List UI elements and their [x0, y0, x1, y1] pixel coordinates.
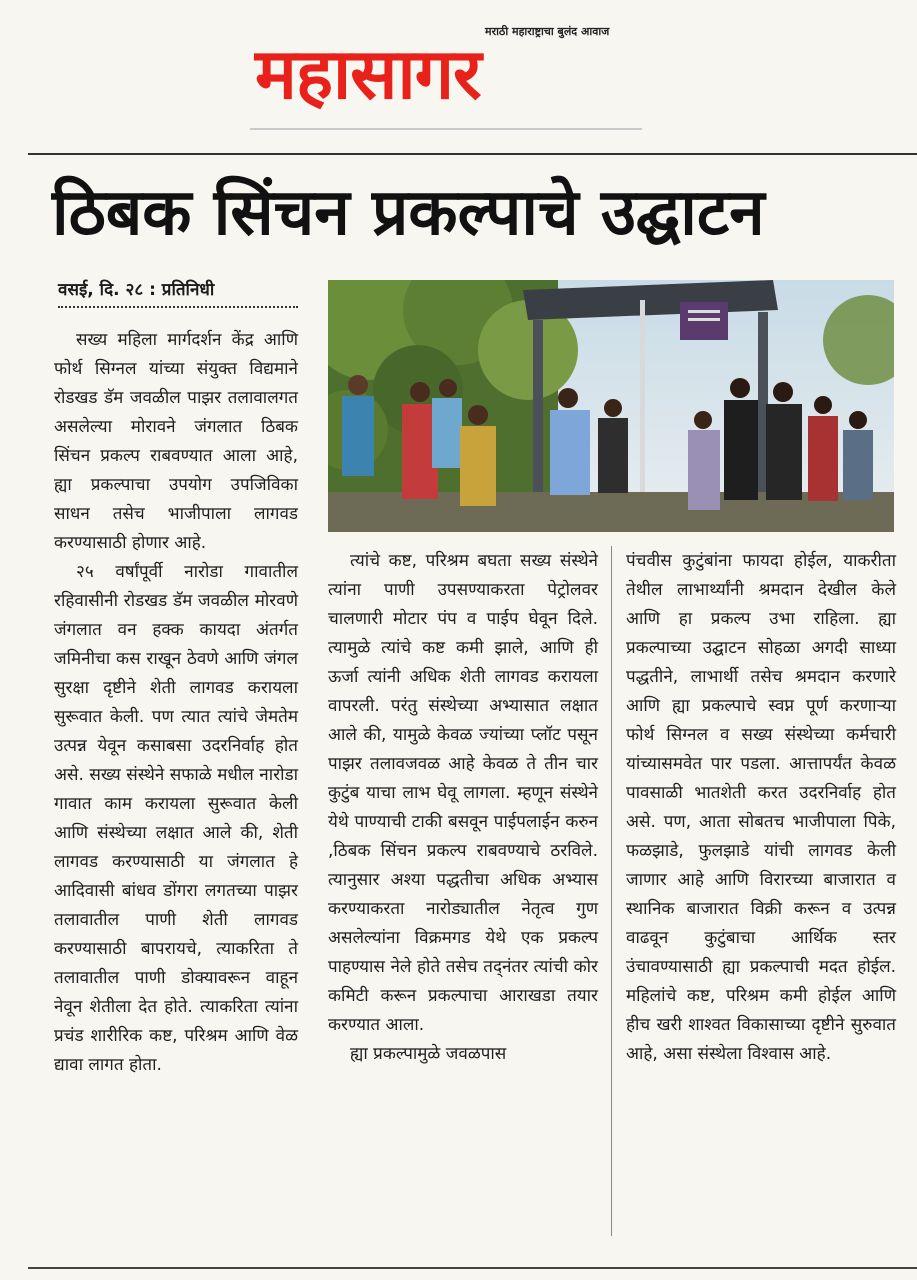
photo-illustration [328, 280, 894, 532]
article-column-3 [626, 547, 896, 1069]
column-1-paragraph-2: २५ वर्षांपूर्वी नारोडा गावातील रहिवासीनी रोडखड डॅम जवळील मोरवणे जंगलात वन हक्क कायदा अंतर्गत जमिनीचा कस राखून ठेवणे आणि जंगल सुरक्षा दृष्टीने शेती लागवड करायला सुरूवात केली. पण त्यात त्यांचे जेमतेम उत्पन्न येवून कसाबसा उदरनिर्वाह होत असे. सख्य संस्थेने सफाळे मधील नारोडा गावात काम करायला सुरूवात केली आणि संस्थेच्या लक्षात आले की, शेती लागवड करण्यासाठी या जंगलात हे आदिवासी बांधव डोंगरा लगतच्या पाझर तलावातील पाणी शेती लागवड करण्यासाठी बापरायचे, त्याकरिता ते तलावातील पाणी डोक्यावरून वाहून नेवून शेतीला देत होते. त्याकरिता त्यांना प्रचंड शारीरिक कष्ट, परिश्रम आणि वेळ द्यावा लागत होता. [54, 562, 298, 1075]
article-photo [328, 280, 894, 532]
dateline-dotted-rule [58, 306, 298, 308]
article-column-2 [328, 547, 598, 1069]
masthead [0, 0, 917, 150]
column-divider [611, 546, 612, 1236]
column-2-paragraph-1: त्यांचे कष्ट, परिश्रम बघता सख्य संस्थेने त्यांना पाणी उपसण्याकरता पेट्रोलवर चालणारी मोटार पंप व पाईप घेवून दिले. त्यामुळे त्यांचे कष्ट कमी झाले, आणि ही ऊर्जा त्यांनी अधिक शेती लागवड करायला वापरली. परंतु संस्थेच्या अभ्यासात लक्षात आले की, यामुळे केवळ ज्यांच्या प्लॉट पसून पाझर तलावजवळ आहे केवळ ते तीन चार कुटुंब याचा लाभ घेवू लागला. म्हणून संस्थेने येथे पाण्याची टाकी बसवून पाईपलाईन करुन ,ठिबक सिंचन प्रकल्प राबवण्याचे ठरविले. त्यानुसार अश्या पद्धतीचा अधिक अभ्यास करण्याकरता नारोड्यातील नेतृत्व गुण असलेल्यांना विक्रमगड येथे एक प्रकल्प पाहण्यास नेले होते तसेच तद्नंतर त्यांची कोर कमिटी करून प्रकल्पाचा आराखडा तयार करण्यात आला. [328, 551, 598, 1035]
column-2-paragraph-2: ह्या प्रकल्पामुळे जवळपास [350, 1044, 507, 1064]
column-1-paragraph-1: सख्य महिला मार्गदर्शन केंद्र आणि फोर्थ सिग्नल यांच्या संयुक्त विद्यमाने रोडखड डॅम जवळील पाझर तलावालगत असलेल्या मोरावने जंगलात ठिबक सिंचन प्रकल्प राबवण्यात आला आहे, ह्या प्रकल्पाचा उपयोग उपजिविका साधन तसेच भाजीपाला लागवड करण्यासाठी होणार आहे. [54, 330, 298, 553]
column-3-paragraph-1: पंचवीस कुटुंबांना फायदा होईल, याकरीता तेथील लाभार्थ्यांनी श्रमदान देखील केले आणि हा प्रकल्प उभा राहिला. ह्या प्रकल्पाच्या उद्घाटन सोहळा अगदी साध्या पद्धतीने, लाभार्थी तसेच श्रमदान करणारे आणि ह्या प्रकल्पाचे स्वप्न पूर्ण करणाऱ्या फोर्थ सिग्नल व सख्य संस्थेच्या कर्मचारी यांच्यासमवेत पार पडला. आत्तापर्यंत केवळ पावसाळी भातशेती करत उदरनिर्वाह होत असे. पण, आता सोबतच भाजीपाला पिके, फळझाडे, फुलझाडे यांची लागवड केली जाणार आहे आणि विरारच्या बाजारात व स्थानिक बाजारात विक्री करून व उत्पन्न वाढवून कुटुंबाचा आर्थिक स्तर उंचावण्यासाठी ह्या प्रकल्पाची मदत होईल. महिलांचे कष्ट, परिश्रम कमी होईल आणि हीच खरी शाश्वत विकासाच्या दृष्टीने सुरुवात आहे, असा संस्थेला विश्वास आहे. [626, 551, 896, 1064]
masthead-tagline: मराठी महाराष्ट्राचा बुलंद आवाज [485, 25, 610, 38]
page-bottom-rule [28, 1267, 917, 1269]
article-headline: ठिबक सिंचन प्रकल्पाचे उद्घाटन [52, 176, 765, 250]
masthead-underline [250, 128, 642, 130]
page-top-rule [28, 153, 917, 155]
newspaper-logo: महासागर [255, 33, 481, 115]
article-dateline: वसई, दि. २८ : प्रतिनिधी [58, 280, 215, 300]
article-column-1 [54, 326, 298, 1080]
